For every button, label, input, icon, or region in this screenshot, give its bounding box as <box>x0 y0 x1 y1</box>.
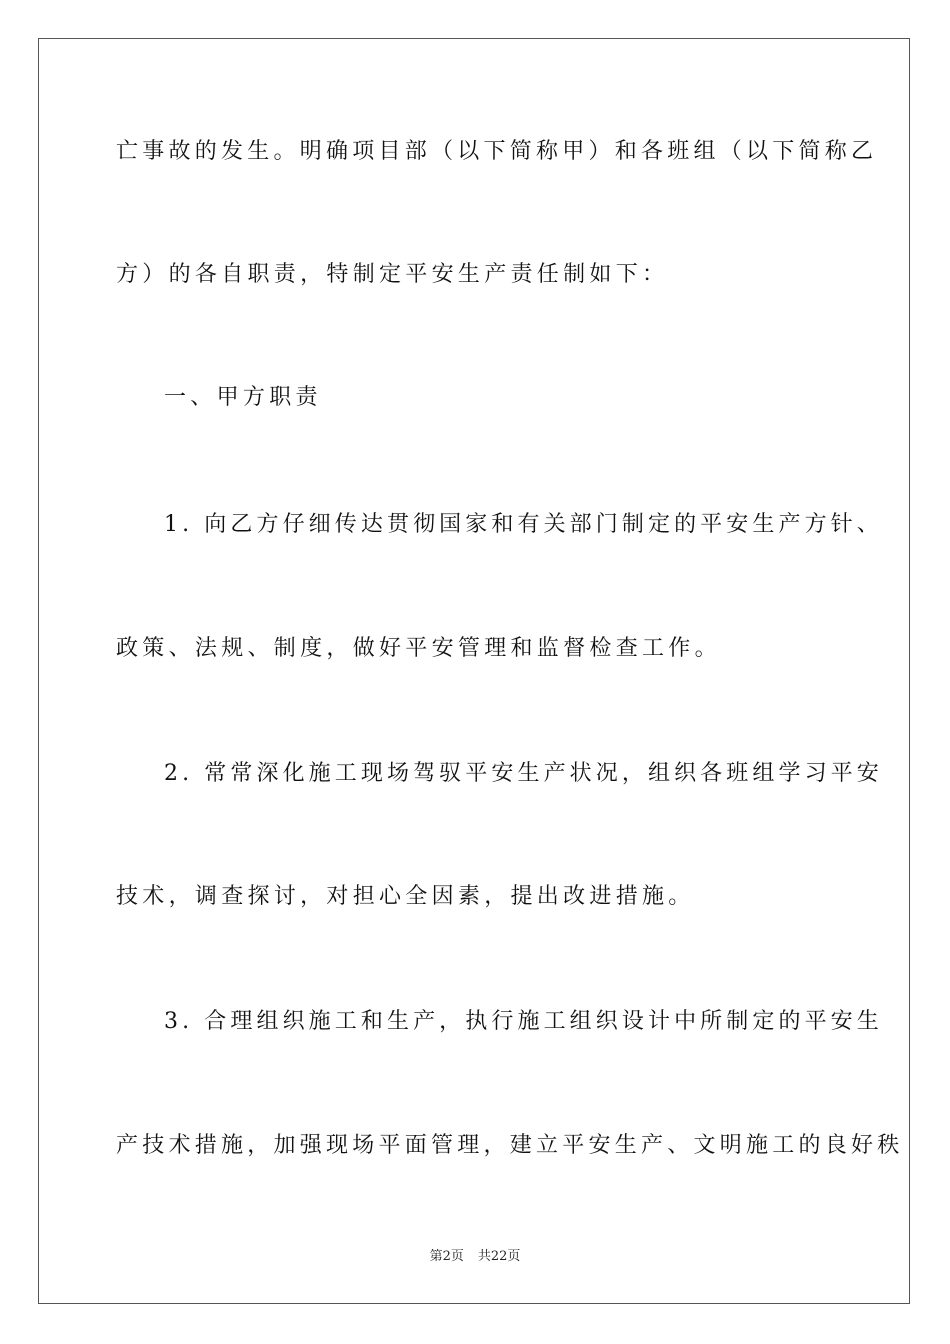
total-pages: 共22页 <box>477 1249 521 1264</box>
body-text-line: 产技术措施，加强现场平面管理，建立平安生产、文明施工的良好秩 <box>116 1133 904 1158</box>
list-item-text: 1. 向乙方仔细传达贯彻国家和有关部门制定的平安生产方针、 <box>164 512 883 537</box>
body-text-line: 方）的各自职责，特制定平安生产责任制如下： <box>116 262 669 287</box>
page-footer <box>0 1248 950 1266</box>
body-text-line: 亡事故的发生。明确项目部（以下简称甲）和各班组（以下简称乙 <box>116 139 878 164</box>
section-heading: 一、甲方职责 <box>164 385 322 410</box>
body-text-line: 技术，调查探讨，对担心全因素，提出改进措施。 <box>116 884 695 909</box>
list-item-text: 2. 常常深化施工现场驾驭平安生产状况，组织各班组学习平安 <box>164 761 883 786</box>
current-page-number: 第2页 <box>429 1249 464 1264</box>
list-item-text: 3. 合理组织施工和生产，执行施工组织设计中所制定的平安生 <box>164 1009 883 1034</box>
body-text-line: 政策、法规、制度，做好平安管理和监督检查工作。 <box>116 636 721 661</box>
page-border <box>38 38 910 1304</box>
